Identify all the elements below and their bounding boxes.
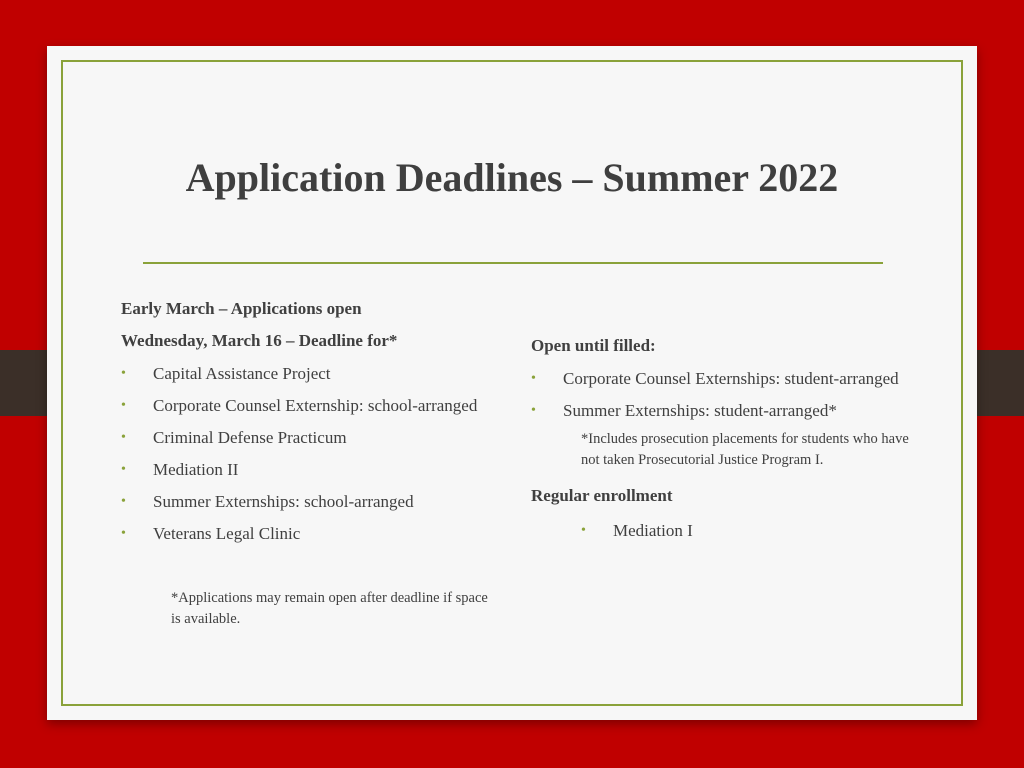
slide-card [47, 46, 977, 720]
list-item [121, 426, 501, 450]
right-column [531, 335, 911, 551]
list-item-label: Mediation I [613, 521, 693, 540]
list-item-label: Criminal Defense Practicum [153, 428, 347, 447]
list-item-label: Mediation II [153, 460, 239, 479]
bullet-icon: • [121, 462, 126, 477]
bullet-icon: • [121, 430, 126, 445]
left-column [121, 298, 501, 630]
list-item-label: Summer Externships: school-arranged [153, 492, 414, 511]
list-item-label: Veterans Legal Clinic [153, 524, 301, 543]
list-item [121, 458, 501, 482]
list-item [121, 490, 501, 514]
list-item [581, 519, 911, 543]
applications-open-line: Early March – Applications open [121, 299, 362, 318]
list-item [531, 399, 911, 423]
prosecution-note: *Includes prosecution placements for students who have not taken Prosecutorial Justice Program I. [581, 431, 909, 468]
bullet-icon: • [581, 523, 586, 538]
list-item [121, 362, 501, 386]
open-until-filled-header: Open until filled: [531, 336, 656, 355]
title-divider [143, 262, 883, 264]
list-item [121, 522, 501, 546]
deadline-line: Wednesday, March 16 – Deadline for* [121, 331, 398, 350]
list-item-label: Corporate Counsel Externship: school-arranged [153, 396, 478, 415]
regular-enrollment-header: Regular enrollment [531, 486, 673, 505]
slide-title: Application Deadlines – Summer 2022 [185, 155, 839, 200]
list-item [121, 394, 501, 418]
open-until-filled-list [531, 367, 911, 423]
regular-enrollment-list [581, 519, 911, 543]
bullet-icon: • [531, 371, 536, 386]
list-item [531, 367, 911, 391]
bullet-icon: • [531, 403, 536, 418]
bullet-icon: • [121, 398, 126, 413]
footnote: *Applications may remain open after deadline if space is available. [171, 590, 488, 627]
list-item-label: Summer Externships: student-arranged* [563, 401, 837, 420]
bullet-icon: • [121, 526, 126, 541]
bullet-icon: • [121, 366, 126, 381]
list-item-label: Corporate Counsel Externships: student-arranged [563, 369, 899, 388]
deadline-list [121, 362, 501, 546]
bullet-icon: • [121, 494, 126, 509]
list-item-label: Capital Assistance Project [153, 364, 331, 383]
